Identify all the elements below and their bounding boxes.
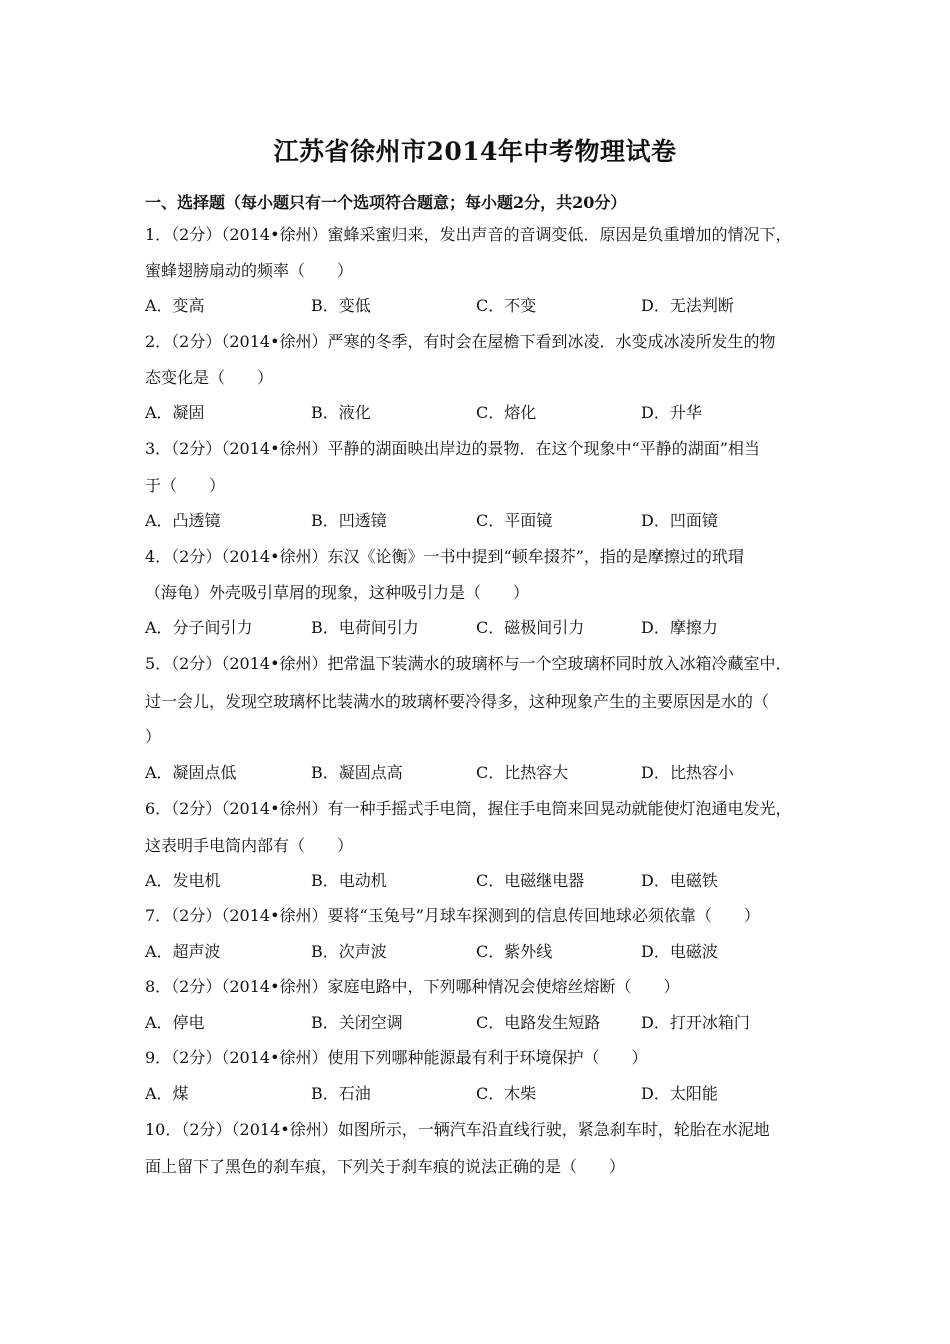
question-1-option-c: C．不变 (476, 296, 537, 315)
question-1-line-2: 蜜蜂翅膀扇动的频率（ ） (145, 261, 354, 280)
question-9-options (145, 1084, 845, 1104)
question-5-line-2: 过一会儿，发现空玻璃杯比装满水的玻璃杯要冷得多，这种现象产生的主要原因是水的（ (145, 692, 770, 711)
question-3-line-2: 于（ ） (145, 476, 226, 495)
question-3-option-b: B．凹透镜 (311, 511, 387, 530)
question-6-option-b: B．电动机 (311, 871, 387, 890)
question-7-option-a: A．超声波 (145, 942, 221, 961)
section-heading: 一、选择题（每小题只有一个选项符合题意；每小题2分，共20分） (145, 193, 627, 212)
question-7-options (145, 942, 845, 962)
question-4-option-d: D．摩擦力 (641, 618, 718, 637)
question-5-line-3: ） (145, 727, 162, 746)
question-3-options (145, 511, 845, 531)
question-3-line-1: 3．（2分）（2014•徐州）平静的湖面映出岸边的景物．在这个现象中“平静的湖面”相当 (145, 439, 760, 458)
question-3-option-a: A．凸透镜 (145, 511, 221, 530)
question-6-line-1: 6．（2分）（2014•徐州）有一种手摇式手电筒，握住手电筒来回晃动就能使灯泡通电发光， (145, 799, 792, 818)
question-4-option-b: B．电荷间引力 (311, 618, 419, 637)
question-2-option-a: A．凝固 (145, 403, 205, 422)
question-4-line-1: 4．（2分）（2014•徐州）东汉《论衡》一书中提到“顿牟掇芥”，指的是摩擦过的玳瑁 (145, 547, 744, 566)
question-5-option-c: C．比热容大 (476, 763, 569, 782)
question-8-option-c: C．电路发生短路 (476, 1013, 601, 1032)
question-8-option-b: B．关闭空调 (311, 1013, 403, 1032)
question-6-option-c: C．电磁继电器 (476, 871, 585, 890)
question-7-option-d: D．电磁波 (641, 942, 718, 961)
question-9-option-c: C．木柴 (476, 1084, 537, 1103)
question-7-line-1: 7．（2分）（2014•徐州）要将“玉兔号”月球车探测到的信息传回地球必须依靠（ ） (145, 906, 760, 925)
question-5-options (145, 763, 845, 783)
question-6-option-a: A．发电机 (145, 871, 221, 890)
question-5-option-d: D．比热容小 (641, 763, 734, 782)
question-2-options (145, 403, 845, 423)
question-2-line-2: 态变化是（ ） (145, 368, 274, 387)
question-5-option-b: B．凝固点高 (311, 763, 403, 782)
question-4-options (145, 618, 845, 638)
question-9-line-1: 9．（2分）（2014•徐州）使用下列哪种能源最有利于环境保护（ ） (145, 1048, 648, 1067)
question-2-option-b: B．液化 (311, 403, 371, 422)
question-8-line-1: 8．（2分）（2014•徐州）家庭电路中，下列哪种情况会使熔丝熔断（ ） (145, 977, 680, 996)
question-7-option-b: B．次声波 (311, 942, 387, 961)
question-1-line-1: 1．（2分）（2014•徐州）蜜蜂采蜜归来，发出声音的音调变低．原因是负重增加的情况下， (145, 225, 792, 244)
question-10-line-1: 10．（2分）（2014•徐州）如图所示，一辆汽车沿直线行驶，紧急刹车时，轮胎在水泥地 (145, 1120, 770, 1139)
question-4-option-a: A．分子间引力 (145, 618, 253, 637)
question-1-option-d: D．无法判断 (641, 296, 734, 315)
question-9-option-a: A．煤 (145, 1084, 189, 1103)
question-4-option-c: C．磁极间引力 (476, 618, 585, 637)
question-1-option-b: B．变低 (311, 296, 371, 315)
question-5-option-a: A．凝固点低 (145, 763, 237, 782)
question-2-line-1: 2．（2分）（2014•徐州）严寒的冬季，有时会在屋檐下看到冰凌．水变成冰凌所发生的物 (145, 332, 776, 351)
question-9-option-d: D．太阳能 (641, 1084, 718, 1103)
question-1-options (145, 296, 845, 316)
question-10-line-2: 面上留下了黑色的刹车痕，下列关于刹车痕的说法正确的是（ ） (145, 1157, 626, 1176)
question-8-options (145, 1013, 845, 1033)
question-3-option-c: C．平面镜 (476, 511, 553, 530)
question-6-option-d: D．电磁铁 (641, 871, 718, 890)
question-5-line-1: 5．（2分）（2014•徐州）把常温下装满水的玻璃杯与一个空玻璃杯同时放入冰箱冷藏室中． (145, 654, 792, 673)
question-9-option-b: B．石油 (311, 1084, 371, 1103)
question-1-option-a: A．变高 (145, 296, 205, 315)
question-7-option-c: C．紫外线 (476, 942, 553, 961)
question-2-option-d: D．升华 (641, 403, 702, 422)
question-6-line-2: 这表明手电筒内部有（ ） (145, 836, 354, 855)
question-8-option-a: A．停电 (145, 1013, 205, 1032)
question-6-options (145, 871, 845, 891)
question-3-option-d: D．凹面镜 (641, 511, 718, 530)
question-4-line-2: （海龟）外壳吸引草屑的现象，这种吸引力是（ ） (145, 583, 530, 602)
question-8-option-d: D．打开冰箱门 (641, 1013, 750, 1032)
page-title: 江苏省徐州市2014年中考物理试卷 (273, 137, 677, 166)
question-2-option-c: C．熔化 (476, 403, 537, 422)
